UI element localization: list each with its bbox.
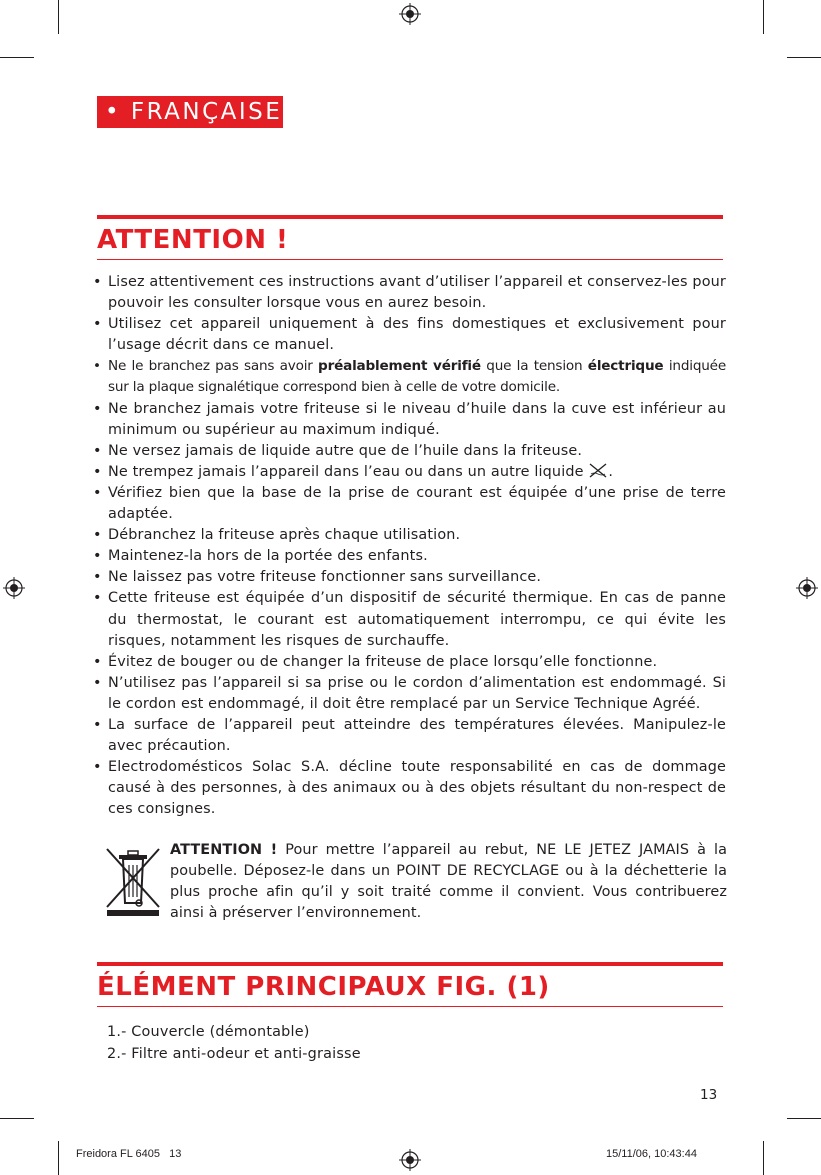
- item-text: que la tension: [480, 358, 588, 375]
- recycling-notice: [97, 840, 725, 920]
- list-item: [92, 356, 726, 398]
- section-title-attention: ATTENTION !: [97, 225, 289, 255]
- list-item: • N’utilisez pas l’appareil si sa prise ou le cordon d’alimentation est endommagé. Si le cordon est endommagé, il doit être remplacé par un Service Technique Agréé.: [92, 673, 726, 715]
- no-liquid-icon: [588, 462, 608, 479]
- crossed-out-bin-icon: [103, 845, 163, 917]
- list-item: • Évitez de bouger ou de changer la friteuse de place lorsqu’elle fonctionne.: [92, 652, 726, 673]
- section-underline: [97, 1006, 723, 1007]
- item-bold: préalablement vérifié: [318, 358, 481, 375]
- page-number: 13: [700, 1087, 718, 1103]
- list-item: 2.- Filtre anti-odeur et anti-graisse: [107, 1045, 361, 1062]
- section-divider: [97, 962, 723, 966]
- registration-mark-icon: [796, 577, 818, 599]
- item-text: Ne le branchez pas sans avoir: [108, 358, 319, 375]
- list-item: 1.- Couvercle (démontable): [107, 1024, 310, 1040]
- recycling-text: [170, 840, 727, 924]
- list-item: • Ne versez jamais de liquide autre que de l’huile dans la friteuse.: [92, 441, 726, 462]
- crop-mark: [58, 0, 59, 34]
- list-item: • Débranchez la friteuse après chaque utilisation.: [92, 525, 726, 546]
- crop-mark: [763, 0, 764, 34]
- list-item: • Maintenez-la hors de la portée des enfants.: [92, 546, 726, 567]
- item-bold: électrique: [587, 358, 664, 375]
- list-item: • Ne laissez pas votre friteuse fonctionner sans surveillance.: [92, 567, 726, 588]
- safety-instructions-list: [92, 272, 726, 820]
- list-item: • Electrodomésticos Solac S.A. décline toute responsabilité en cas de dommage causé à des personnes, à des animaux ou à des objets résultant du non-respect de ces consignes.: [92, 757, 726, 820]
- list-item: • Lisez attentivement ces instructions avant d’utiliser l’appareil et conservez-les pour pouvoir les consulter lorsque vous en aurez besoin.: [92, 272, 726, 314]
- footer-file-info: Freidora FL 6405 13: [76, 1148, 182, 1160]
- list-item: • Ne branchez jamais votre friteuse si le niveau d’huile dans la cuve est inférieur au minimum ou supérieur au maximum indiqué.: [92, 399, 726, 441]
- crop-mark: [0, 1118, 34, 1119]
- registration-mark-icon: [399, 1149, 421, 1171]
- list-item: • Vérifiez bien que la base de la prise de courant est équipée d’une prise de terre adaptée.: [92, 483, 726, 525]
- parts-list: [107, 1022, 361, 1065]
- section-divider: [97, 215, 723, 219]
- list-item: [92, 462, 726, 483]
- crop-mark: [787, 57, 821, 58]
- crop-mark: [787, 1118, 821, 1119]
- item-text: indiquée sur la plaque signalétique correspond bien à celle de votre domicile.: [108, 358, 726, 396]
- crop-mark: [0, 57, 34, 58]
- footer-timestamp: 15/11/06, 10:43:44: [606, 1148, 697, 1160]
- item-text: Ne trempez jamais l’appareil dans l’eau ou dans un autre liquide: [108, 463, 584, 480]
- recycling-body: Pour mettre l’appareil au rebut, NE LE JETEZ JAMAIS à la poubelle. Déposez-le dans un POINT DE RECYCLAGE ou à la déchetterie la plus proche afin qu’il y soit traité comme il convient. Vous contribuerez ainsi à préserver l’environnement.: [170, 842, 727, 922]
- language-tab: • FRANÇAISE: [97, 96, 283, 128]
- item-text: .: [608, 463, 614, 480]
- section-title-elements: ÉLÉMENT PRINCIPAUX FIG. (1): [97, 972, 550, 1002]
- registration-mark-icon: [3, 577, 25, 599]
- list-item: • Cette friteuse est équipée d’un dispositif de sécurité thermique. En cas de panne du thermostat, le courant est automatiquement interrompu, ce qui évite les risques, notamment les risques de surchauffe.: [92, 588, 726, 651]
- crop-mark: [763, 1141, 764, 1175]
- list-item: • La surface de l’appareil peut atteindre des températures élevées. Manipulez-le avec précaution.: [92, 715, 726, 757]
- recycling-bold-label: ATTENTION !: [170, 842, 278, 858]
- registration-mark-icon: [399, 3, 421, 25]
- section-underline: [97, 259, 723, 260]
- crop-mark: [58, 1141, 59, 1175]
- list-item: • Utilisez cet appareil uniquement à des fins domestiques et exclusivement pour l’usage décrit dans ce manuel.: [92, 314, 726, 356]
